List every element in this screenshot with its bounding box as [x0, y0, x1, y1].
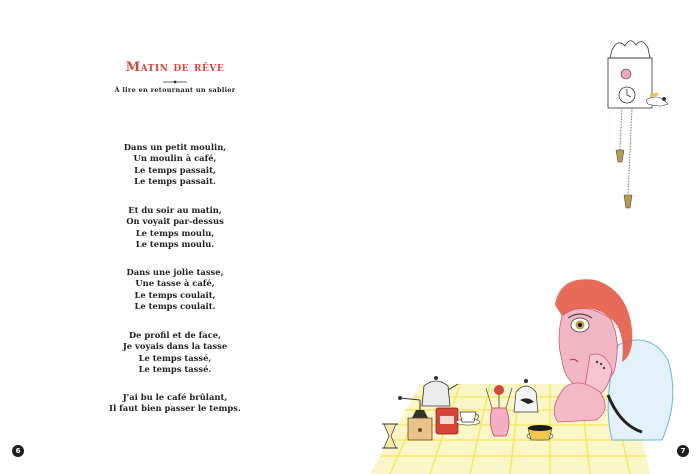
stanza-5: [95, 392, 255, 415]
verse-line: Une tasse à café,: [135, 278, 215, 289]
verse-line: Le temps moulu.: [135, 239, 215, 250]
milk-jug: [514, 379, 538, 412]
cuckoo-clock: [608, 41, 668, 108]
verse-line: Et du soir au matin,: [128, 205, 222, 215]
stanza-2: [95, 205, 255, 251]
page-number-right: 7: [677, 445, 689, 457]
breakfast-illustration: [350, 0, 700, 474]
verse-line: On voyait par-dessus: [126, 216, 224, 227]
page-number-left: 6: [12, 445, 24, 457]
verse-line: Le temps tassé,: [138, 352, 212, 363]
verse-line: Le temps moulu,: [135, 227, 215, 238]
verse-line: Le temps coulait,: [134, 289, 216, 300]
verse-line: Le temps coulait.: [134, 301, 216, 312]
stanza-1: [95, 142, 255, 188]
verse-line: Dans un petit moulin,: [123, 142, 227, 152]
stanza-4: [95, 330, 255, 376]
coffee-canister: [436, 408, 458, 434]
verse-line: Je voyais dans la tasse: [122, 341, 228, 352]
clock-pendulum-weights: [616, 108, 632, 208]
verse-line: Il faut bien passer le temps.: [109, 403, 241, 414]
verse-line: J'ai bu le café brûlant,: [122, 392, 228, 402]
verse-line: Un moulin à café,: [133, 153, 217, 164]
girl-leaning-on-hands: [554, 279, 673, 440]
title-ornament: [162, 79, 188, 85]
poem-title: Matin de rêve: [125, 60, 225, 75]
verse-line: De profil et de face,: [128, 330, 222, 340]
verse-line: Le temps passait.: [134, 176, 216, 187]
verse-line: Dans une jolie tasse,: [126, 267, 224, 277]
verse-line: Le temps passait,: [134, 164, 216, 175]
right-page: [350, 0, 700, 474]
cup-of-black-coffee: [527, 425, 553, 440]
poem-subtitle: À lire en retournant un sablier: [114, 86, 236, 94]
stanza-3: [95, 267, 255, 313]
verse-line: Le temps tassé.: [138, 364, 212, 375]
